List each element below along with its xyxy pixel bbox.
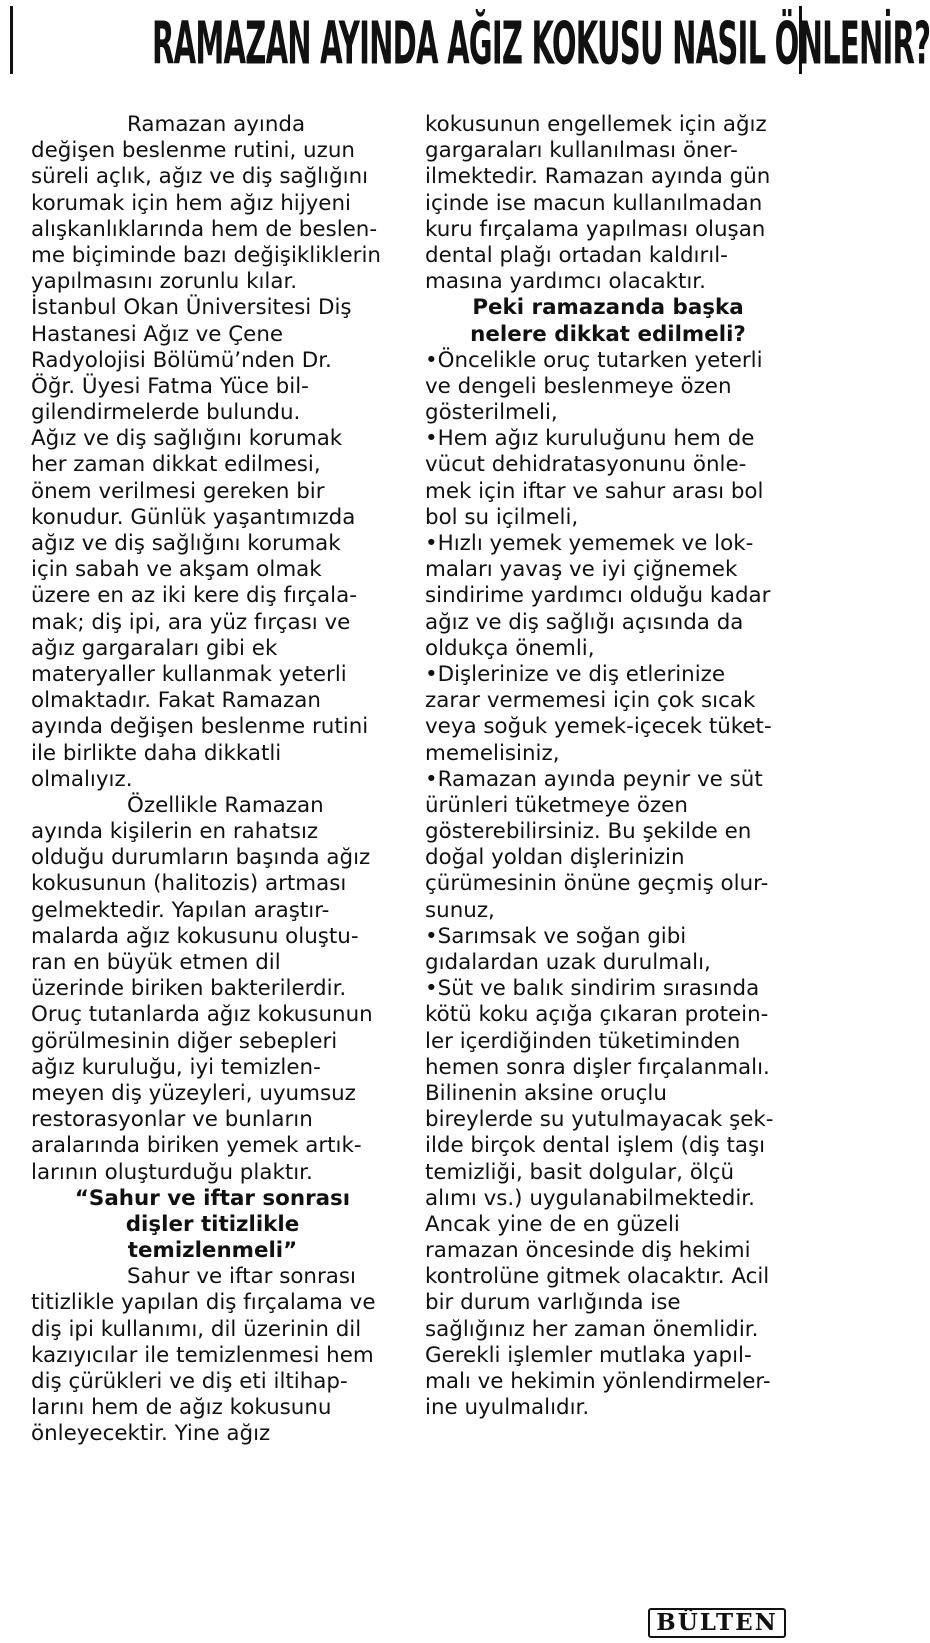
text-line: larının oluşturduğu plaktır. <box>31 1159 313 1185</box>
text-line: ilmektedir. Ramazan ayında gün <box>425 164 771 190</box>
text-line: korumak için hem ağız hijyeni <box>31 190 351 216</box>
text-line: kokusunun (halitozis) artması <box>31 871 347 897</box>
text-line: •Dişlerinize ve diş etlerinize <box>425 661 726 687</box>
text-line: alımı vs.) uygulanabilmektedir. <box>425 1185 755 1211</box>
text-line: ran en büyük etmen dil <box>31 950 281 975</box>
text-line: kazıyıcılar ile temizlenmesi hem <box>31 1342 374 1368</box>
text-line: meyen diş yüzeyleri, uyumsuz <box>31 1080 356 1106</box>
text-line: ağız kuruluğu, iyi temizlen- <box>31 1054 321 1080</box>
subheading-line: Peki ramazanda başka <box>472 295 744 321</box>
left-column <box>31 112 394 1448</box>
text-line: Ancak yine de en güzeli <box>425 1211 680 1237</box>
text-line: maları yavaş ve iyi çiğnemek <box>425 557 738 583</box>
text-line: yapılmasını zorunlu kılar. <box>31 269 298 295</box>
text-line: önleyecektir. Yine ağız <box>31 1421 271 1447</box>
text-line: hemen sonra dişler fırçalanmalı. <box>425 1054 770 1080</box>
text-line: zarar vermemesi için çok sıcak <box>425 688 756 714</box>
text-line: kontrolüne gitmek olacaktır. Acil <box>425 1264 770 1290</box>
text-line: Ramazan ayında <box>127 112 306 137</box>
text-line: ağız gargaraları gibi ek <box>31 635 278 661</box>
source-signature: BÜLTEN <box>648 1608 786 1638</box>
text-line: süreli açlık, ağız ve diş sağlığını <box>31 164 369 190</box>
text-line: diş çürükleri ve diş eti iltihap- <box>31 1369 348 1394</box>
text-line: ayında değişen beslenme rutini <box>31 714 369 740</box>
text-line: sindirime yardımcı olduğu kadar <box>425 583 771 609</box>
text-line: üzere en az iki kere diş fırçala- <box>31 583 357 609</box>
text-line: değişen beslenme rutini, uzun <box>31 138 355 164</box>
text-line: Sahur ve iftar sonrası <box>127 1264 356 1290</box>
text-line: Hastanesi Ağız ve Çene <box>31 321 284 347</box>
text-line: kötü koku açığa çıkaran protein- <box>425 1002 769 1028</box>
text-line: bol su içilmeli, <box>425 504 579 530</box>
text-line: gösterebilirsiniz. Bu şekilde en <box>425 819 752 845</box>
text-line: bir durum varlığında ise <box>425 1290 681 1316</box>
right-column <box>425 112 791 1421</box>
text-line: ürünleri tüketmeye özen <box>425 792 688 818</box>
text-line: gıdalardan uzak durulmalı, <box>425 950 711 975</box>
text-line: Ağız ve diş sağlığını korumak <box>31 426 343 452</box>
text-line: İstanbul Okan Üniversitesi Diş <box>31 295 352 321</box>
text-line: materyaller kullanmak yeterli <box>31 661 347 687</box>
text-line: gelmektedir. Yapılan araştır- <box>31 897 330 923</box>
text-line: ağız ve diş sağlığını korumak <box>31 531 341 556</box>
text-line: olduğu durumların başında ağız <box>31 845 371 871</box>
text-line: doğal yoldan dişlerinizin <box>425 845 685 871</box>
text-line: memelisiniz, <box>425 740 560 766</box>
text-line: kokusunun engellemek için ağız <box>425 112 767 137</box>
text-line: larını hem de ağız kokusunu <box>31 1395 332 1421</box>
text-line: veya soğuk yemek-içecek tüket- <box>425 714 772 740</box>
text-line: Gerekli işlemler mutlaka yapıl- <box>425 1342 752 1368</box>
text-line: ler içerdiğinden tüketiminden <box>425 1028 741 1054</box>
headline-frame <box>10 6 930 78</box>
text-line: Oruç tutanlarda ağız kokusunun <box>31 1002 373 1028</box>
text-line: malarda ağız kokusunu oluştu- <box>31 923 359 949</box>
text-line: masına yardımcı olacaktır. <box>425 269 706 295</box>
text-line: ayında kişilerin en rahatsız <box>31 819 319 845</box>
text-line: ine uyulmalıdır. <box>425 1395 590 1421</box>
text-line: kuru fırçalama yapılması oluşan <box>425 216 766 242</box>
text-line: gilendirmelerde bulundu. <box>31 400 301 426</box>
text-line: olmalıyız. <box>31 766 133 792</box>
text-line: me biçiminde bazı değişikliklerin <box>31 242 381 268</box>
text-line: ilde birçok dental işlem (diş taşı <box>425 1133 766 1159</box>
subheading-line: dişler titizlikle <box>125 1211 300 1237</box>
text-line: alışkanlıklarında hem de beslen- <box>31 216 378 242</box>
text-line: restorasyonlar ve bunların <box>31 1107 313 1133</box>
text-line: sunuz, <box>425 897 495 923</box>
text-line: Öğr. Üyesi Fatma Yüce bil- <box>31 373 309 399</box>
text-line: bireylerde su yutulmayacak şek- <box>425 1107 774 1133</box>
text-line: ile birlikte daha dikkatli <box>31 740 282 766</box>
text-line: Radyolojisi Bölümü’nden Dr. <box>31 347 332 373</box>
text-line: olmaktadır. Fakat Ramazan <box>31 688 321 714</box>
text-line: ağız ve diş sağlığı açısında da <box>425 609 744 635</box>
text-line: vücut dehidratasyonunu önle- <box>425 452 747 478</box>
text-line: her zaman dikkat edilmesi, <box>31 452 321 478</box>
text-line: aralarında biriken yemek artık- <box>31 1133 362 1159</box>
text-line: mak; diş ipi, ara yüz fırçası ve <box>31 609 351 635</box>
text-line: için sabah ve akşam olmak <box>31 557 322 583</box>
text-line: önem verilmesi gereken bir <box>31 478 325 504</box>
text-line: •Ramazan ayında peynir ve süt <box>425 766 763 792</box>
text-line: •Hızlı yemek yememek ve lok- <box>425 531 754 556</box>
text-line: oldukça önemli, <box>425 635 595 661</box>
text-line: •Öncelikle oruç tutarken yeterli <box>425 347 763 373</box>
text-line: gargaraları kullanılması öner- <box>425 138 738 164</box>
text-line: titizlikle yapılan diş fırçalama ve <box>31 1290 376 1316</box>
text-line: •Sarımsak ve soğan gibi <box>425 923 687 949</box>
text-line: •Süt ve balık sindirim sırasında <box>425 976 760 1002</box>
text-line: görülmesinin diğer sebepleri <box>31 1028 338 1054</box>
text-line: temizliği, basit dolgular, ölçü <box>425 1159 735 1185</box>
text-line: mek için iftar ve sahur arası bol <box>425 478 764 504</box>
headline: RAMAZAN AYINDA AĞIZ KOKUSU NASIL ÖNLENİR? <box>152 9 930 78</box>
subheading-line: temizlenmeli” <box>127 1238 298 1264</box>
text-line: çürümesinin önüne geçmiş olur- <box>425 871 769 897</box>
text-line: üzerinde biriken bakterilerdir. <box>31 976 347 1002</box>
text-line: •Hem ağız kuruluğunu hem de <box>425 426 755 452</box>
text-line: malı ve hekimin yönlendirmeler- <box>425 1369 771 1394</box>
text-line: ramazan öncesinde diş hekimi <box>425 1238 751 1264</box>
text-line: sağlığınız her zaman önemlidir. <box>425 1316 759 1342</box>
text-line: gösterilmeli, <box>425 400 558 426</box>
text-line: konudur. Günlük yaşantımızda <box>31 504 356 530</box>
subheading-line: nelere dikkat edilmeli? <box>470 321 746 347</box>
text-line: ve dengeli beslenmeye özen <box>425 373 732 399</box>
text-line: diş ipi kullanımı, dil üzerinin dil <box>31 1316 362 1342</box>
text-line: Özellikle Ramazan <box>127 792 324 818</box>
text-line: Bilinenin aksine oruçlu <box>425 1080 667 1106</box>
text-line: içinde ise macun kullanılmadan <box>425 190 763 216</box>
subheading-line: “Sahur ve iftar sonrası <box>74 1185 351 1211</box>
text-line: dental plağı ortadan kaldırıl- <box>425 242 728 268</box>
